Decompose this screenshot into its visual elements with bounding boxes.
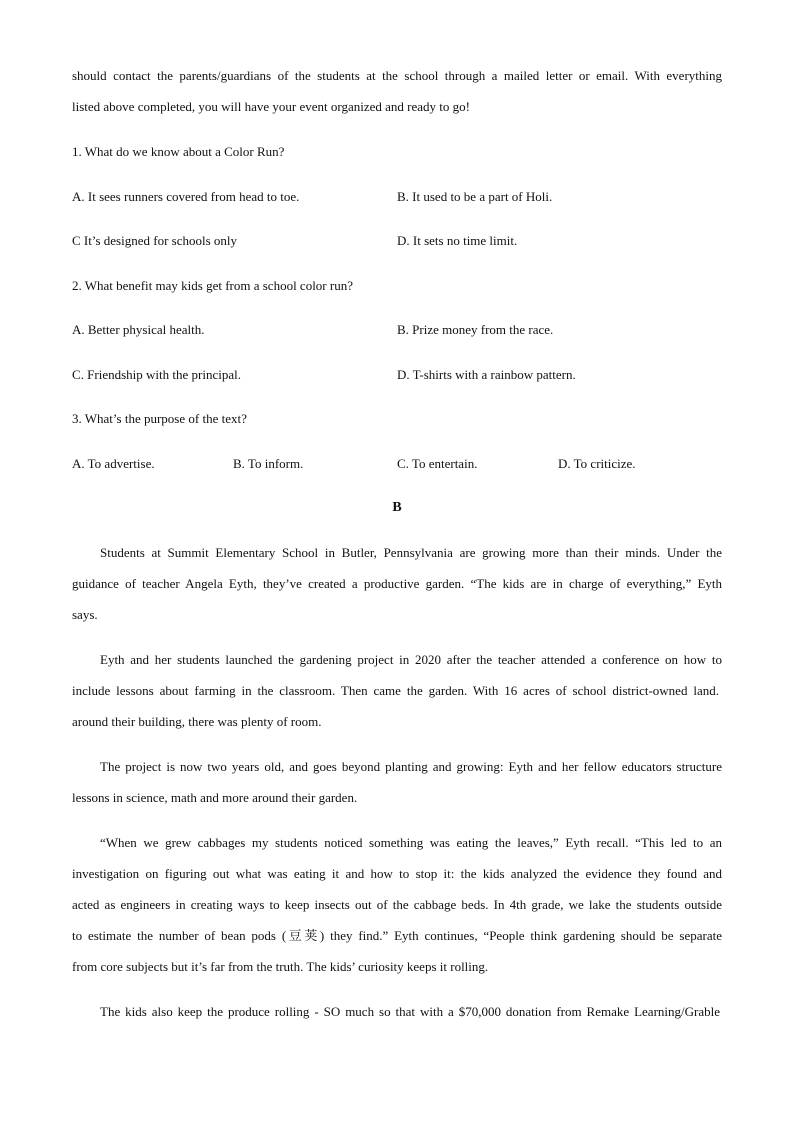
paragraph-line: Students at Summit Elementary School in Butler, Pennsylvania are growing more than their minds. Under the — [100, 545, 722, 560]
question-option: B. It used to be a part of Holi. — [397, 189, 553, 204]
paragraph-line: Eyth and her students launched the gardening project in 2020 after the teacher attended a conference on how to — [100, 652, 722, 667]
continuation-line: should contact the parents/guardians of the students at the school through a mailed letter or email. With everything — [72, 68, 722, 83]
paragraph-line: around their building, there was plenty of room. — [72, 714, 322, 729]
question-option: A. It sees runners covered from head to toe. — [72, 189, 300, 204]
paragraph-line: “When we grew cabbages my students noticed something was eating the leaves,” Eyth recall. “This led to an — [100, 835, 722, 850]
section-title: B — [392, 500, 402, 515]
question-option: D. T-shirts with a rainbow pattern. — [397, 367, 576, 382]
question-option: B. To inform. — [233, 456, 304, 471]
paragraph-line: says. — [72, 607, 98, 622]
paragraph-line: investigation on figuring out what was eating it and how to stop it: the kids analyzed the evidence they found and — [72, 866, 722, 881]
question-option: D. To criticize. — [558, 456, 636, 471]
question-option: A. Better physical health. — [72, 322, 205, 337]
question-stem: 2. What benefit may kids get from a school color run? — [72, 278, 353, 293]
paragraph-line: acted as engineers in creating ways to keep insects out of the cabbage beds. In 4th grade, we lake the students outside — [72, 897, 722, 912]
question-option: B. Prize money from the race. — [397, 322, 554, 337]
question-stem: 1. What do we know about a Color Run? — [72, 144, 285, 159]
paragraph-line: The kids also keep the produce rolling - SO much so that with a $70,000 donation from Remake Learning/Grable — [100, 1004, 720, 1019]
paragraph-line: guidance of teacher Angela Eyth, they’ve created a productive garden. “The kids are in charge of everything,” Eyth — [72, 576, 722, 591]
paragraph-line: lessons in science, math and more around their garden. — [72, 790, 358, 805]
question-option: A. To advertise. — [72, 456, 155, 471]
question-option: D. It sets no time limit. — [397, 233, 518, 248]
continuation-line: listed above completed, you will have your event organized and ready to go! — [72, 99, 470, 114]
paragraph-line: to estimate the number of bean pods (豆荚) they find.” Eyth continues, “People think gardening should be separate — [72, 928, 722, 943]
question-option: C It’s designed for schools only — [72, 233, 238, 248]
paragraph-line: from core subjects but it’s far from the truth. The kids’ curiosity keeps it rolling. — [72, 959, 489, 974]
paragraph-line: The project is now two years old, and goes beyond planting and growing: Eyth and her fellow educators structure — [100, 759, 722, 774]
question-stem: 3. What’s the purpose of the text? — [72, 411, 247, 426]
paragraph-line: include lessons about farming in the classroom. Then came the garden. With 16 acres of school district-owned land. — [72, 683, 719, 698]
question-option: C. Friendship with the principal. — [72, 367, 241, 382]
question-option: C. To entertain. — [397, 456, 478, 471]
